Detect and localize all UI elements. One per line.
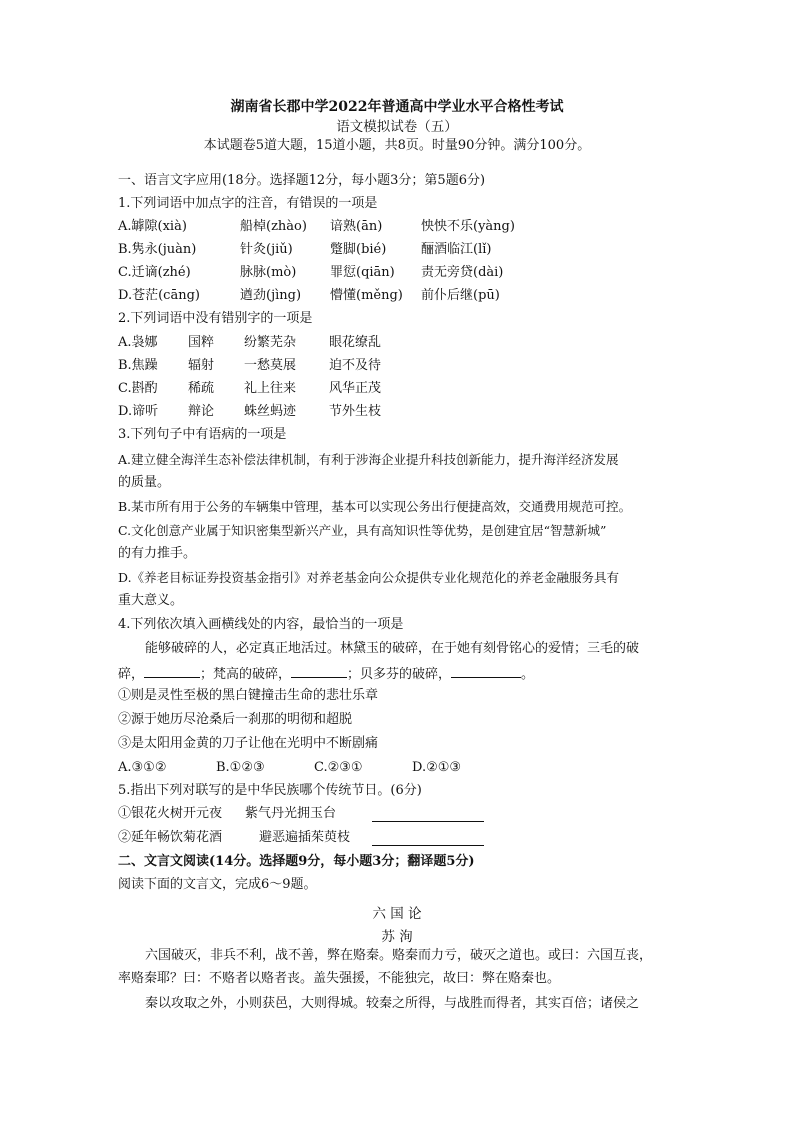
q1-c-word1: C.迁谪(zhé) xyxy=(118,265,191,280)
q3-option-a-cont: 的质量。 xyxy=(118,475,171,490)
q1-b-word2: 针灸(jiǔ) xyxy=(240,242,293,257)
q4-text-b: ；梵高的破碎， xyxy=(200,667,292,682)
q4-choice-b: B.①②③ xyxy=(216,760,265,775)
exam-title: 湖南省长郡中学2022年普通高中学业水平合格性考试 xyxy=(230,99,564,115)
q1-d-word3: 懵懂(měng) xyxy=(330,288,403,303)
q1-d-word1: D.苍茫(cāng) xyxy=(118,288,200,303)
q2-c-word1: C.斟酌 xyxy=(118,381,158,396)
q5-answer-line-2[interactable] xyxy=(372,845,484,846)
q2-d-word3: 蛛丝蚂迹 xyxy=(244,404,297,419)
q2-b-word4: 迫不及待 xyxy=(329,358,382,373)
q1-stem: 1.下列词语中加点字的注音，有错误的一项是 xyxy=(118,196,378,211)
exam-subtitle: 语文模拟试卷（五） xyxy=(336,119,458,135)
q3-option-c-cont: 的有力推手。 xyxy=(118,546,197,561)
passage-para1-line2: 率赂秦耶？曰：不赂者以赂者丧。盖失强援，不能独完，故曰：弊在赂秦也。 xyxy=(118,971,561,986)
section2-heading: 二、文言文阅读(14分。选择题9分，每小题3分；翻译题5分) xyxy=(118,854,475,869)
q2-c-word2: 稀疏 xyxy=(188,381,215,396)
q4-text-c: ；贝多芬的破碎， xyxy=(347,667,452,682)
passage-para1-line1: 六国破灭，非兵不利，战不善，弊在赂秦。赂秦而力亏，破灭之道也。或曰：六国互丧， xyxy=(145,948,653,963)
q2-a-word2: 国粹 xyxy=(188,335,215,350)
q4-sentence-3: ③是太阳用金黄的刀子让他在光明中不断剧痛 xyxy=(118,736,379,751)
passage-title: 六 国 论 xyxy=(372,906,422,922)
q4-choice-a: A.③①② xyxy=(118,760,167,775)
q4-sentence-1: ①则是灵性至极的黑白键撞击生命的悲壮乐章 xyxy=(118,688,379,703)
exam-info: 本试题卷5道大题，15道小题，共8页。时量90分钟。满分100分。 xyxy=(203,138,591,153)
q4-choice-c: C.②③① xyxy=(314,760,363,775)
q1-c-word3: 罪愆(qiān) xyxy=(330,265,395,280)
q1-a-word4: 怏怏不乐(yàng) xyxy=(421,219,515,234)
q5-couplet-1-lower: 紫气丹光拥玉台 xyxy=(245,806,337,821)
q1-a-word1: A.罅隙(xià) xyxy=(118,219,187,234)
q4-blank-3 xyxy=(451,665,521,678)
q1-a-word2: 船棹(zhào) xyxy=(240,219,307,234)
q4-sentence-2: ②源于她历尽沧桑后一刹那的明彻和超脱 xyxy=(118,712,353,727)
q4-text-d: 。 xyxy=(521,667,535,682)
q2-b-word1: B.焦躁 xyxy=(118,358,158,373)
q1-a-word3: 谙熟(ān) xyxy=(330,219,383,234)
section1-heading: 一、语言文字应用(18分。选择题12分，每小题3分；第5题6分) xyxy=(118,173,486,188)
q1-d-word2: 遒劲(jìng) xyxy=(240,288,302,303)
q1-b-word4: 酾酒临江(lǐ) xyxy=(421,242,492,257)
q2-b-word3: 一愁莫展 xyxy=(244,358,297,373)
section2-intro: 阅读下面的文言文，完成6～9题。 xyxy=(118,877,317,892)
passage-author: 苏 洵 xyxy=(381,929,413,945)
passage-para2-line1: 秦以攻取之外，小则获邑，大则得城。较秦之所得，与战胜而得者，其实百倍；诸侯之 xyxy=(145,996,640,1011)
q4-blank-1 xyxy=(144,665,200,678)
q4-passage-line1: 能够破碎的人，必定真正地活过。林黛玉的破碎，在于她有刻骨铭心的爱情；三毛的破 xyxy=(145,641,640,656)
q2-d-word1: D.谛听 xyxy=(118,404,159,419)
q3-option-b: B.某市所有用于公务的车辆集中管理，基本可以实现公务出行便捷高效，交通费用规范可控。 xyxy=(118,499,632,514)
q3-option-a: A.建立健全海洋生态补偿法律机制，有利于涉海企业提升科技创新能力，提升海洋经济发展 xyxy=(118,452,619,467)
q1-b-word3: 蹩脚(bié) xyxy=(330,242,387,257)
q4-stem: 4.下列依次填入画横线处的内容，最恰当的一项是 xyxy=(118,617,404,632)
q1-c-word2: 脉脉(mò) xyxy=(240,265,297,280)
q2-c-word4: 风华正茂 xyxy=(329,381,382,396)
q1-c-word4: 责无旁贷(dài) xyxy=(421,265,504,280)
q3-option-d-cont: 重大意义。 xyxy=(118,593,184,608)
q3-option-d: D.《养老目标证券投资基金指引》对养老基金向公众提供专业化规范化的养老金融服务具有 xyxy=(118,570,620,585)
q5-stem: 5.指出下列对联写的是中华民族哪个传统节日。(6分) xyxy=(118,783,422,798)
q5-couplet-2-upper: ②延年畅饮菊花酒 xyxy=(118,830,223,845)
q5-couplet-2-lower: 避恶遍插茱萸枝 xyxy=(259,830,351,845)
q2-a-word4: 眼花缭乱 xyxy=(329,335,382,350)
q4-text-a: 碎， xyxy=(118,667,145,682)
q2-d-word2: 辩论 xyxy=(188,404,215,419)
q5-couplet-1-upper: ①银花火树开元夜 xyxy=(118,806,223,821)
q1-b-word1: B.隽永(juàn) xyxy=(118,242,197,257)
q5-answer-line-1[interactable] xyxy=(372,821,484,822)
q2-a-word1: A.袅娜 xyxy=(118,335,158,350)
q2-a-word3: 纷繁芜杂 xyxy=(244,335,297,350)
q3-option-c: C.文化创意产业属于知识密集型新兴产业，具有高知识性等优势，是创建宜居“智慧新城” xyxy=(118,523,607,538)
q4-passage-line2 xyxy=(118,665,534,683)
q2-stem: 2.下列词语中没有错别字的一项是 xyxy=(118,311,313,326)
q2-d-word4: 节外生枝 xyxy=(329,404,382,419)
q4-blank-2 xyxy=(291,665,347,678)
q2-c-word3: 礼上往来 xyxy=(244,381,297,396)
q3-stem: 3.下列句子中有语病的一项是 xyxy=(118,427,287,442)
q4-choice-d: D.②①③ xyxy=(412,760,462,775)
q2-b-word2: 辐射 xyxy=(188,358,215,373)
q1-d-word4: 前仆后继(pū) xyxy=(421,288,500,303)
